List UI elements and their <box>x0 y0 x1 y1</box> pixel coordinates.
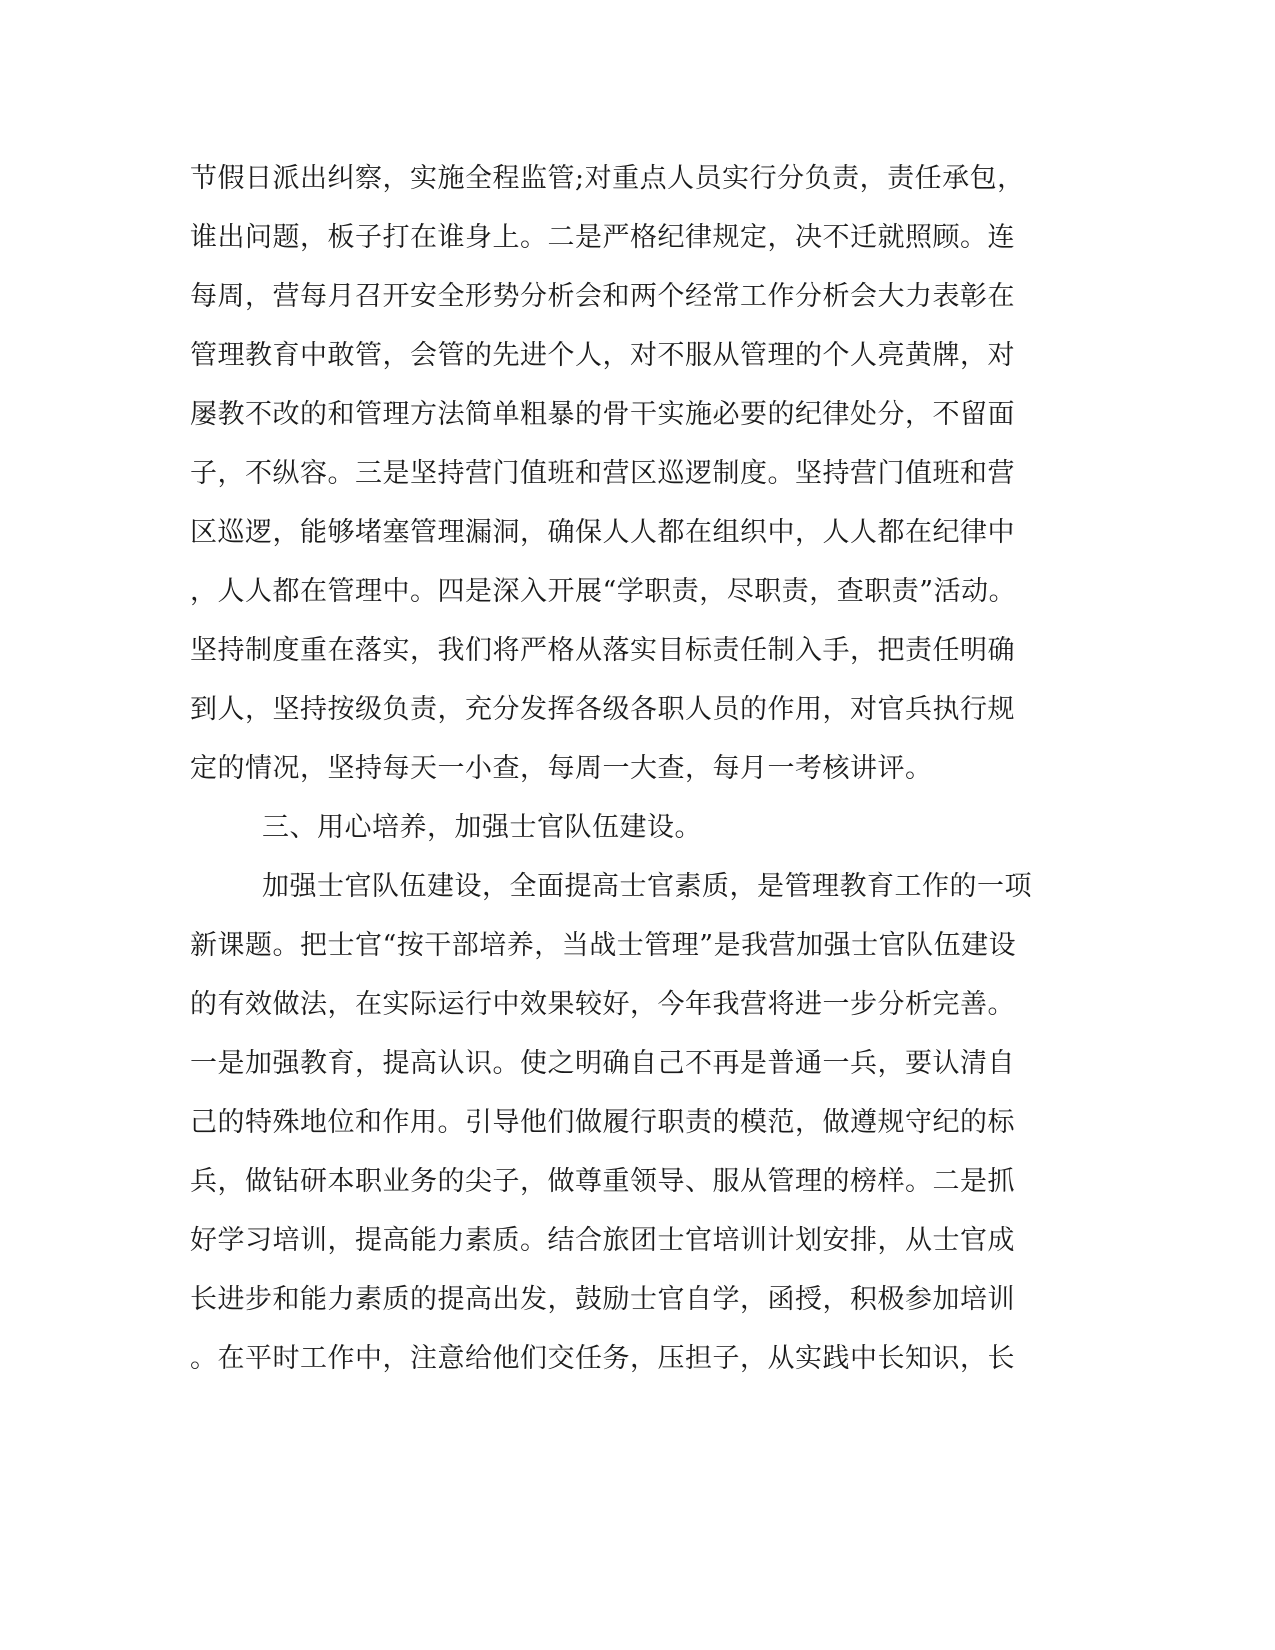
text-line-15: 的有效做法，在实际运行中效果较好，今年我营将进一步分析完善。 <box>190 989 1015 1020</box>
text-line-8: ，人人都在管理中。四是深入开展“学职责，尽职责，查职责”活动。 <box>190 576 1017 607</box>
text-line-13: 加强士官队伍建设，全面提高士官素质，是管理教育工作的一项 <box>262 871 1032 902</box>
text-line-19: 好学习培训，提高能力素质。结合旅团士官培训计划安排，从士官成 <box>190 1225 1015 1256</box>
text-line-4: 管理教育中敢管，会管的先进个人，对不服从管理的个人亮黄牌，对 <box>190 340 1015 371</box>
text-line-11: 定的情况，坚持每天一小查，每周一大查，每月一考核讲评。 <box>190 753 933 784</box>
text-line-6: 子，不纵容。三是坚持营门值班和营区巡逻制度。坚持营门值班和营 <box>190 458 1015 489</box>
text-line-16: 一是加强教育，提高认识。使之明确自己不再是普通一兵，要认清自 <box>190 1048 1015 1079</box>
text-line-14: 新课题。把士官“按干部培养，当战士管理”是我营加强士官队伍建设 <box>190 930 1017 961</box>
text-line-10: 到人，坚持按级负责，充分发挥各级各职人员的作用，对官兵执行规 <box>190 694 1015 725</box>
text-line-3: 每周，营每月召开安全形势分析会和两个经常工作分析会大力表彰在 <box>190 281 1015 312</box>
text-line-2: 谁出问题，板子打在谁身上。二是严格纪律规定，决不迁就照顾。连 <box>190 222 1015 253</box>
text-line-18: 兵，做钻研本职业务的尖子，做尊重领导、服从管理的榜样。二是抓 <box>190 1166 1015 1197</box>
text-line-20: 长进步和能力素质的提高出发，鼓励士官自学，函授，积极参加培训 <box>190 1284 1015 1315</box>
section-heading: 三、用心培养，加强士官队伍建设。 <box>262 812 702 843</box>
text-line-7: 区巡逻，能够堵塞管理漏洞，确保人人都在组织中，人人都在纪律中 <box>190 517 1015 548</box>
text-line-9: 坚持制度重在落实，我们将严格从落实目标责任制入手，把责任明确 <box>190 635 1015 666</box>
text-line-5: 屡教不改的和管理方法简单粗暴的骨干实施必要的纪律处分，不留面 <box>190 399 1015 430</box>
text-line-1: 节假日派出纠察，实施全程监管;对重点人员实行分负责，责任承包， <box>190 163 1025 194</box>
text-line-17: 己的特殊地位和作用。引导他们做履行职责的模范，做遵规守纪的标 <box>190 1107 1015 1138</box>
text-line-21: 。在平时工作中，注意给他们交任务，压担子，从实践中长知识，长 <box>190 1343 1015 1374</box>
